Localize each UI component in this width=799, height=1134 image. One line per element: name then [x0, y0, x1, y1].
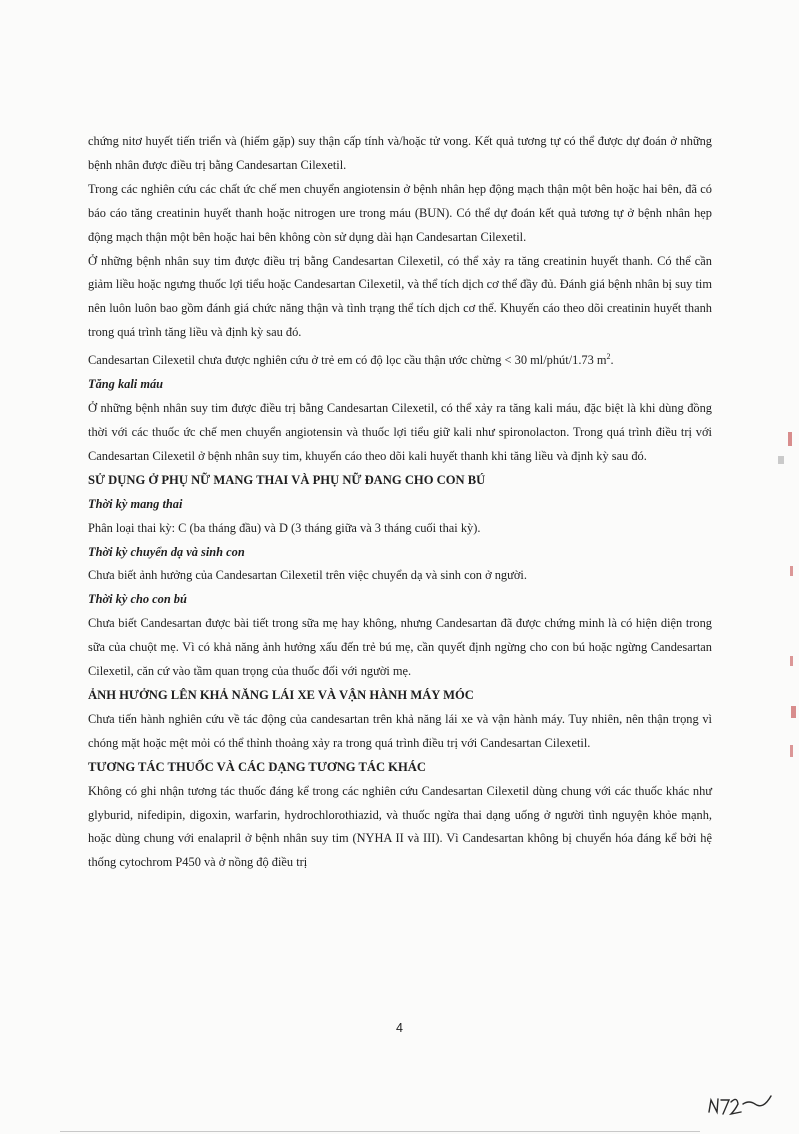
body-paragraph: Không có ghi nhận tương tác thuốc đáng kể trong các nghiên cứu Candesartan Cilexetil dùng chung với các thuốc khác như glyburid, nifedipin, digoxin, warfarin, hydrochlorothiazid, và thuốc ngừa thai dạng uống ở người tình nguyện khỏe mạnh, hoặc dùng chung với enalapril ở bệnh nhân suy tim (NYHA II và III). Vì Candesartan không bị chuyển hóa đáng kể bởi hệ thống cytochrom P450 và ở nồng độ điều trị: [88, 783, 712, 870]
superscript: 2: [606, 352, 611, 362]
body-paragraph: Candesartan Cilexetil chưa được nghiên cứu ở trẻ em có độ lọc cầu thận ước chừng < 30 ml/phút/1.73 $m^2$.: [88, 352, 614, 368]
handwritten-initials-mark: [705, 1090, 775, 1124]
scan-artifact: [788, 432, 792, 446]
body-paragraph: Ở những bệnh nhân suy tim được điều trị bằng Candesartan Cilexetil, có thể xảy ra tăng kali máu, đặc biệt là khi dùng đồng thời với các thuốc ức chế men chuyển angiotensin và thuốc lợi tiểu giữ kali như spironolacton. Trong quá trình điều trị với Candesartan Cilexetil ở bệnh nhân suy tim, khuyến cáo theo dõi kali huyết thanh khi tăng liều và định kỳ sau đó.: [88, 401, 712, 463]
subheading: Thời kỳ chuyển dạ và sinh con: [88, 544, 245, 559]
scan-artifact: [790, 656, 793, 666]
body-paragraph: Trong các nghiên cứu các chất ức chế men chuyển angiotensin ở bệnh nhân hẹp động mạch thận một bên hoặc hai bên, đã có báo cáo tăng creatinin huyết thanh hoặc nitrogen ure trong máu (BUN). Có thể dự đoán kết quả tương tự ở bệnh nhân hẹp động mạch thận một bên hoặc hai bên không còn sử dụng dài hạn Candesartan Cilexetil.: [88, 181, 712, 244]
scan-artifact: [790, 745, 793, 757]
subheading: Tăng kali máu: [88, 377, 164, 392]
body-paragraph: Chưa biết ảnh hưởng của Candesartan Cilexetil trên việc chuyển dạ và sinh con ở người.: [88, 568, 527, 583]
subheading: Thời kỳ mang thai: [88, 496, 183, 511]
scan-artifact: [790, 566, 793, 576]
scan-line: [60, 1131, 700, 1132]
page-number: 4: [396, 1021, 403, 1035]
document-body: [88, 130, 712, 875]
subheading: Thời kỳ cho con bú: [88, 592, 187, 607]
body-paragraph: Chưa biết Candesartan được bài tiết trong sữa mẹ hay không, nhưng Candesartan đã được chứng minh là có hiện diện trong sữa của chuột mẹ. Vì có khả năng ảnh hưởng xấu đến trẻ bú mẹ, cần quyết định ngừng cho con bú hoặc ngừng Candesartan Cilexetil, căn cứ vào tầm quan trọng của thuốc đối với người mẹ.: [88, 616, 712, 679]
body-paragraph: Phân loại thai kỳ: C (ba tháng đầu) và D (3 tháng giữa và 3 tháng cuối thai kỳ).: [88, 520, 481, 535]
body-paragraph: Chưa tiến hành nghiên cứu về tác động của candesartan trên khả năng lái xe và vận hành máy. Tuy nhiên, nên thận trọng vì chóng mặt hoặc mệt mỏi có thể thỉnh thoảng xảy ra trong quá trình điều trị với Candesartan Cilexetil.: [88, 711, 712, 750]
scan-artifact: [778, 456, 784, 464]
body-paragraph: chứng nitơ huyết tiến triển và (hiếm gặp) suy thận cấp tính và/hoặc tử vong. Kết quả tương tự có thể được dự đoán ở những bệnh nhân được điều trị bằng Candesartan Cilexetil.: [88, 134, 712, 172]
section-heading: ẢNH HƯỞNG LÊN KHẢ NĂNG LÁI XE VÀ VẬN HÀNH MÁY MÓC: [88, 687, 474, 702]
section-heading: TƯƠNG TÁC THUỐC VÀ CÁC DẠNG TƯƠNG TÁC KHÁC: [88, 759, 426, 774]
scan-artifact: [791, 706, 796, 718]
section-heading: SỬ DỤNG Ở PHỤ NỮ MANG THAI VÀ PHỤ NỮ ĐANG CHO CON BÚ: [88, 472, 486, 487]
body-paragraph: Ở những bệnh nhân suy tim được điều trị bằng Candesartan Cilexetil, có thể xảy ra tăng creatinin huyết thanh. Có thể cần giảm liều hoặc ngưng thuốc lợi tiểu hoặc Candesartan Cilexetil, và thể tích dịch cơ thể đầy đủ. Đánh giá bệnh nhân bị suy tim nên luôn luôn bao gồm đánh giá chức năng thận và tình trạng thể tích dịch cơ thể. Khuyến cáo theo dõi creatinin huyết thanh trong quá trình tăng liều và định kỳ sau đó.: [88, 253, 712, 340]
